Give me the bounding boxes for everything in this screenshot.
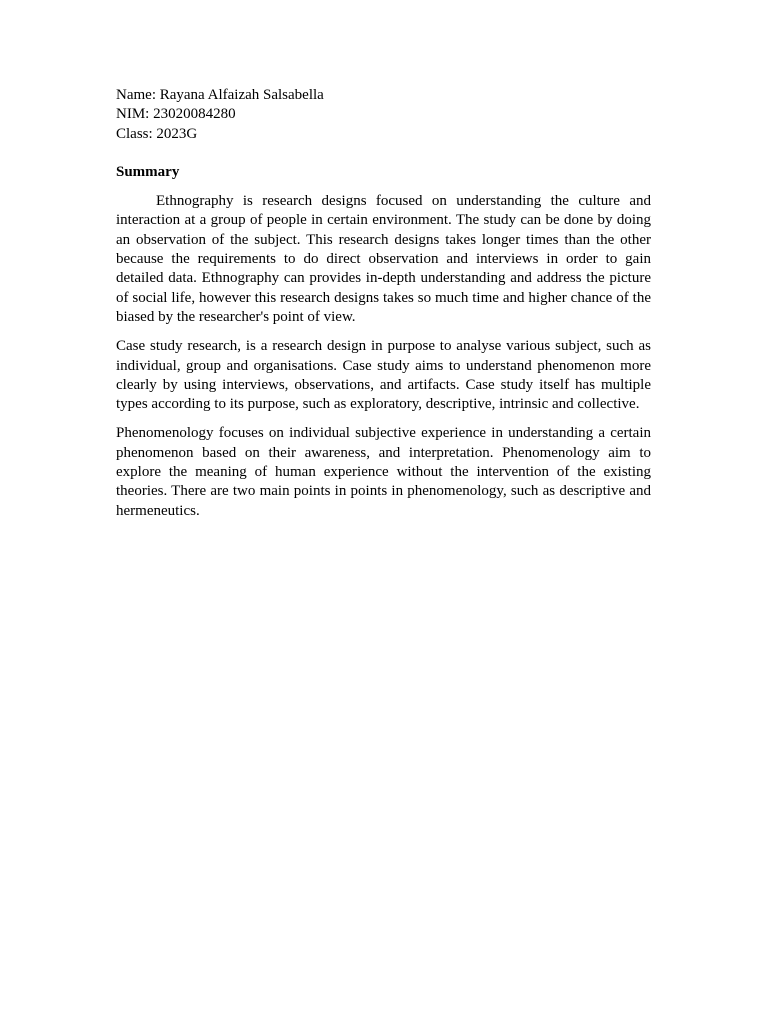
paragraph-ethnography: Ethnography is research designs focused on understanding the culture and interaction at a group of people in certain environment. The study can be done by doing an observation of the subject. This research designs takes longer times than the other because the requirements to do direct observation and interviews in order to gain detailed data. Ethnography can provides in-depth understanding and address the picture of social life, however this research designs takes so much time and higher chance of the biased by the researcher's point of view. (116, 193, 651, 325)
summary-heading: Summary (116, 163, 180, 180)
paragraph-phenomenology: Phenomenology focuses on individual subjective experience in understanding a certain phenomenon based on their awareness, and interpretation. Phenomenology aim to explore the meaning of human experience without the intervention of the existing theories. There are two main points in points in phenomenology, such as descriptive and hermeneutics. (116, 425, 651, 519)
document-body (116, 86, 651, 531)
student-name: Name: Rayana Alfaizah Salsabella (116, 87, 324, 103)
paragraph-case-study: Case study research, is a research design in purpose to analyse various subject, such as individual, group and organisations. Case study aims to understand phenomenon more clearly by using interviews, observations, and artifacts. Case study itself has multiple types according to its purpose, such as exploratory, descriptive, intrinsic and collective. (116, 338, 651, 413)
student-info (116, 86, 651, 144)
student-nim: NIM: 23020084280 (116, 106, 236, 123)
student-class: Class: 2023G (116, 125, 198, 142)
